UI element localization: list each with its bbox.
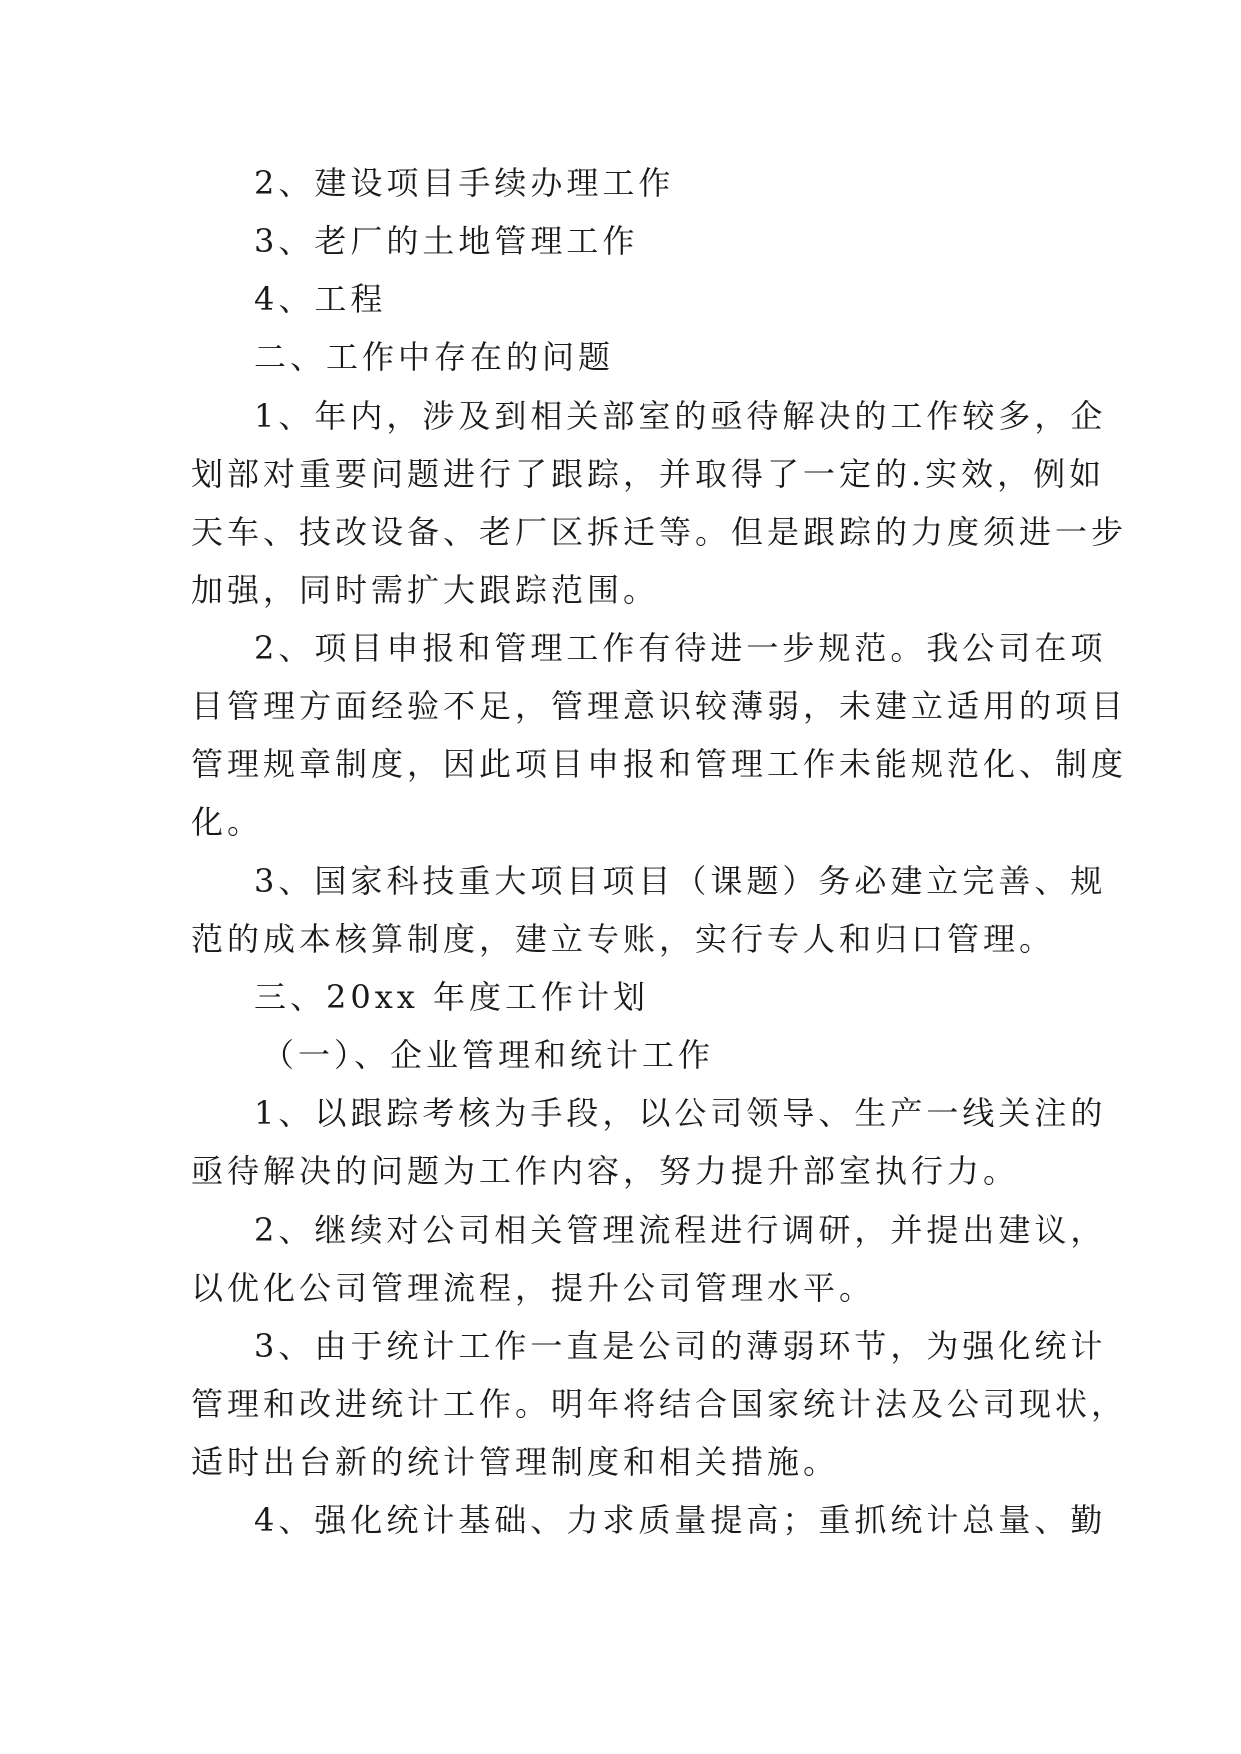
- section-heading-problems: 二、工作中存在的问题: [254, 338, 615, 376]
- paragraph-line: 适时出台新的统计管理制度和相关措施。: [191, 1443, 840, 1481]
- paragraph-line: 以优化公司管理流程，提升公司管理水平。: [191, 1269, 876, 1307]
- paragraph-line: 亟待解决的问题为工作内容，努力提升部室执行力。: [191, 1152, 1020, 1190]
- item-2-project-procedures: 2、建设项目手续办理工作: [254, 164, 675, 202]
- paragraph-line: 1、以跟踪考核为手段，以公司领导、生产一线关注的: [254, 1094, 1107, 1132]
- paragraph-line: 4、强化统计基础、力求质量提高；重抓统计总量、勤: [254, 1501, 1107, 1539]
- item-3-land-management: 3、老厂的土地管理工作: [254, 222, 639, 260]
- paragraph-line: 1、年内，涉及到相关部室的亟待解决的工作较多，企: [254, 397, 1107, 435]
- paragraph-line: 2、继续对公司相关管理流程进行调研，并提出建议，: [254, 1211, 1107, 1249]
- paragraph-line: 3、由于统计工作一直是公司的薄弱环节，为强化统计: [254, 1327, 1107, 1365]
- paragraph-line: 3、国家科技重大项目项目（课题）务必建立完善、规: [254, 862, 1107, 900]
- paragraph-line: 划部对重要问题进行了跟踪，并取得了一定的.实效，例如: [191, 455, 1106, 493]
- subsection-heading: （一）、企业管理和统计工作: [262, 1036, 715, 1074]
- item-4-engineering: 4、工程: [254, 280, 387, 318]
- paragraph-line: 管理规章制度，因此项目申报和管理工作未能规范化、制度: [191, 745, 1128, 783]
- paragraph-line: 范的成本核算制度，建立专账，实行专人和归口管理。: [191, 920, 1056, 958]
- section-heading-plan: 三、20xx 年度工作计划: [254, 978, 649, 1016]
- paragraph-line: 天车、技改设备、老厂区拆迁等。但是跟踪的力度须进一步: [191, 513, 1128, 551]
- paragraph-line: 目管理方面经验不足，管理意识较薄弱，未建立适用的项目: [191, 687, 1128, 725]
- paragraph-line: 加强，同时需扩大跟踪范围。: [191, 571, 660, 609]
- paragraph-line: 2、项目申报和管理工作有待进一步规范。我公司在项: [254, 629, 1107, 667]
- paragraph-line: 化。: [191, 803, 264, 841]
- paragraph-line: 管理和改进统计工作。明年将结合国家统计法及公司现状，: [191, 1385, 1128, 1423]
